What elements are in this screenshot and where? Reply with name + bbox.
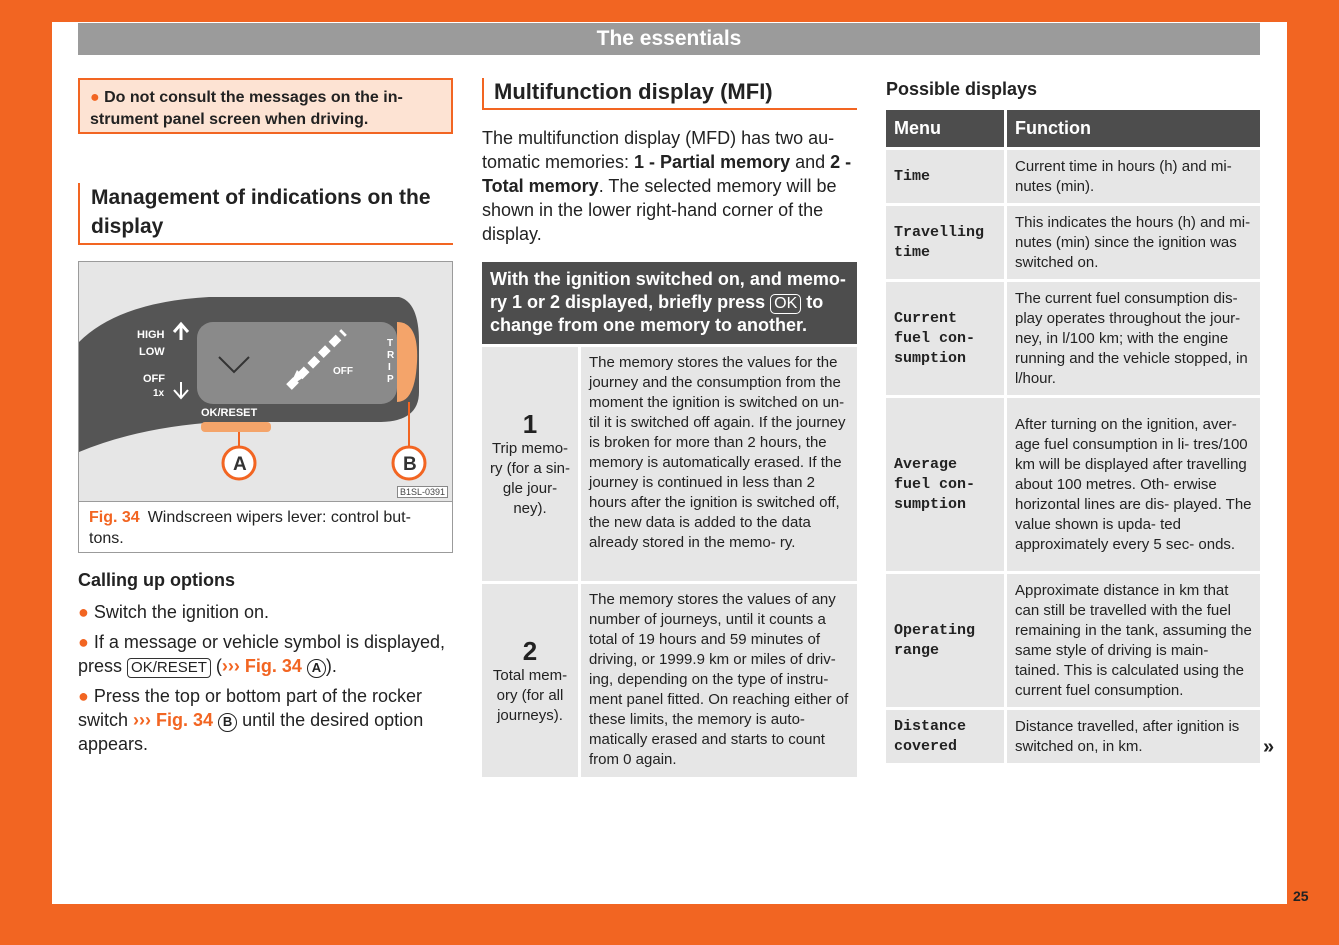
table-row	[482, 584, 857, 777]
continue-marker: »	[1263, 736, 1275, 758]
function-cell: This indicates the hours (h) and mi- nutes (min) since the ignition was switched on.	[1007, 206, 1260, 279]
calling-up-list	[78, 600, 456, 762]
list-item-text: Switch the ignition on.	[93, 602, 269, 622]
figure-reference: Fig. 34	[244, 656, 302, 676]
function-cell: The current fuel consumption dis- play operates throughout the jour- ney, in l/100 km; with the engine running and the vehicle stopped, in l/hour.	[1007, 282, 1260, 395]
function-cell: Approximate distance in km that can still be travelled with the fuel remaining in the tank, assuming the same style of driving is main- tained. This is calculated using the current fuel consumption.	[1007, 574, 1260, 707]
figure-34	[78, 261, 453, 553]
figure-caption	[89, 507, 439, 549]
memory-1-term: 1 - Partial memory	[634, 152, 791, 172]
lever-label: P	[387, 374, 394, 385]
bullet-icon: ●	[78, 602, 89, 622]
function-cell: Distance travelled, after ignition is switched on, in km.	[1007, 710, 1260, 763]
lever-label: 1x	[153, 388, 165, 399]
wiper-lever-illustration	[79, 262, 452, 502]
warning-text: Do not consult the messages on the in- strument panel screen when driving.	[90, 89, 403, 128]
menu-cell: Distance covered	[886, 710, 1004, 763]
lever-label: OFF	[143, 373, 165, 385]
memory-table-header	[482, 262, 857, 344]
page-number: 25	[1293, 888, 1309, 904]
lever-label: LOW	[139, 346, 165, 358]
bullet-icon: ●	[78, 632, 89, 652]
list-item-text: until the desired option appears.	[78, 710, 424, 754]
ok-key: OK	[770, 294, 801, 314]
function-cell: Current time in hours (h) and mi- nutes (min).	[1007, 150, 1260, 203]
table-row	[482, 347, 857, 581]
list-item: ● If a message or vehicle symbol is displayed, press OK/RESET (››› Fig. 34 A ).	[78, 632, 446, 676]
lever-label: T	[387, 338, 394, 349]
memory-1-description: The memory stores the values for the journey and the consumption from the moment the ignition is switched on un- til it is switched off again. If the journey is broken for more than 2 hours, the memory is automatically erased. If the journey is continued in less than 2 hours after the ignition is switched off, the new data is added to the data already stored in the memo- ry.	[581, 347, 857, 581]
memory-2-term: 2 - Total memory	[482, 152, 852, 196]
mfi-intro	[482, 126, 854, 246]
lever-label: HIGH	[137, 329, 165, 341]
memory-number: 1	[522, 409, 538, 439]
memory-label: Total mem- ory (for all journeys).	[492, 666, 568, 724]
management-heading: Management of indications on the display	[78, 183, 453, 245]
memory-2-cell	[482, 584, 578, 777]
callout-a-label: A	[233, 454, 247, 475]
figure-reference: Fig. 34	[156, 710, 214, 730]
possible-displays-heading: Possible displays	[886, 79, 1038, 99]
callout-b-badge: B	[218, 713, 237, 732]
callout-b-label: B	[403, 454, 417, 475]
memory-2-description: The memory stores the values of any number of journeys, until it counts a total of 19 hours and 59 minutes of driving, or 1999.9 km or miles of driv- ing, depending on the type of instru- ment panel fitted. On reaching either of these limits, the memory is auto- matically erased and starts to count from 0 again.	[581, 584, 857, 777]
warning-box	[78, 78, 453, 134]
list-item	[78, 600, 456, 624]
lever-label: OK/RESET	[201, 407, 258, 419]
menu-cell: Average fuel con- sumption	[886, 398, 1004, 571]
bullet-icon: ●	[90, 89, 100, 106]
figure-label: Fig. 34	[89, 509, 140, 526]
lever-label: OFF	[333, 366, 353, 377]
section-band: The essentials	[78, 23, 1260, 55]
figure-caption-text: Windscreen wipers lever: control but- tons.	[89, 509, 411, 547]
lever-label: I	[388, 362, 391, 373]
menu-cell: Current fuel con- sumption	[886, 282, 1004, 395]
intro-text: . The selected memory will be shown in the lower right-hand corner of the display.	[482, 176, 837, 244]
bullet-icon: ●	[78, 686, 89, 706]
intro-text: The multifunction display (MFD) has two au- tomatic memories:	[482, 128, 835, 172]
mfi-heading: Multifunction display (MFI)	[482, 78, 857, 110]
intro-text: and	[790, 152, 831, 172]
lever-label: R	[387, 350, 395, 361]
figure-code: B1SL-0391	[397, 486, 448, 498]
list-item-text: Press the top or bottom part of the rocker switch	[78, 686, 423, 730]
ok-reset-key: OK/RESET	[127, 658, 211, 678]
list-item: ● Press the top or bottom part of the rocker switch ››› Fig. 34 B until the desired option appears.	[78, 686, 424, 754]
menu-cell: Time	[886, 150, 1004, 203]
header-text: to change from one memory to another.	[490, 292, 824, 335]
wiper-lever-drawing	[79, 262, 452, 502]
column-header-menu: Menu	[886, 110, 1004, 147]
calling-up-heading: Calling up options	[78, 570, 235, 590]
callout-a-badge: A	[307, 659, 326, 678]
memory-1-cell	[482, 347, 578, 581]
function-cell: After turning on the ignition, aver- age fuel consumption in li- tres/100 km will be displayed after travelling about 100 metres. Oth- erwise horizontal lines are dis- played. The value shown is upda- ted approximately every 5 sec- onds.	[1007, 398, 1260, 571]
menu-cell: Travelling time	[886, 206, 1004, 279]
menu-cell: Operating range	[886, 574, 1004, 707]
memory-label: Trip memo- ry (for a sin- gle jour- ney).	[489, 440, 570, 517]
header-text: With the ignition switched on, and memo- ry 1 or 2 displayed, briefly press	[490, 269, 846, 312]
list-item-text: If a message or vehicle symbol is displayed, press	[78, 632, 446, 676]
column-header-function: Function	[1007, 110, 1260, 147]
memory-number: 2	[522, 635, 538, 666]
